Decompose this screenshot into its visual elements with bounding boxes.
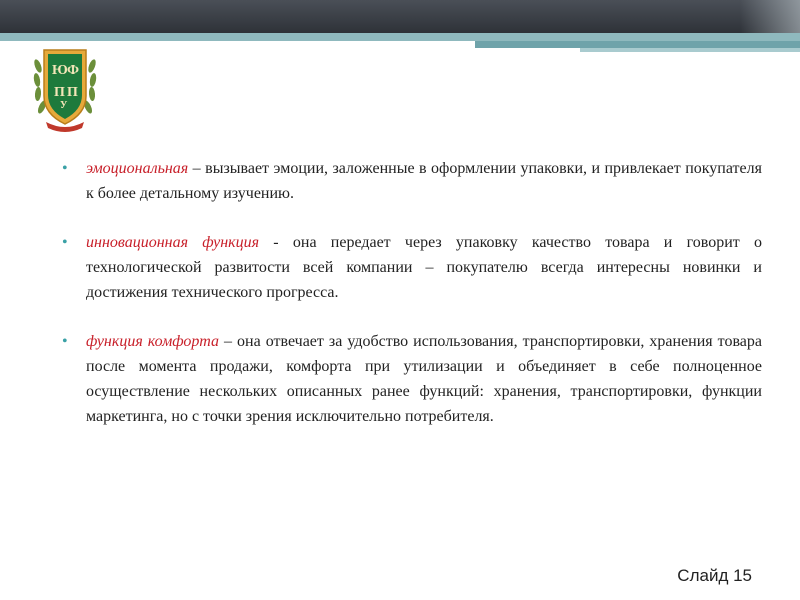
bullet-term: инновационная функция [86,234,260,251]
accent-strip-right-light [580,48,800,52]
accent-strip-right [475,41,800,48]
svg-text:Ф: Ф [67,63,80,78]
bullet-item-emotional [62,156,762,206]
university-logo [32,44,98,134]
slide-number: Слайд 15 [677,566,752,585]
bullet-text: – вызывает эмоции, заложенные в оформлении упаковки, и привлекает покупателя к более детальному изучению. [86,160,762,202]
svg-text:П: П [67,85,78,100]
bullet-item-comfort [62,329,762,429]
slide-content [62,156,762,453]
svg-text:У: У [60,100,68,111]
svg-text:П: П [54,85,65,100]
bullet-text: - она передает через упаковку качество товара и говорит о технологической развитости всей компании – покупателю всегда интересны новинки и достижения технического прогресса. [86,234,762,301]
top-band-highlight [740,0,800,33]
top-band [0,0,800,33]
bullet-item-innovation [62,230,762,305]
bullet-term: эмоциональная [86,160,189,177]
accent-strip [0,33,800,41]
bullet-text: – она отвечает за удобство использования, транспортировки, хранения товара после момента продажи, комфорта при утилизации и объединяет в себе полноценное осуществление нескольких описанных ранее функций: хранения, транспортировки, функции маркетинга, но с точки зрения исключительно потребителя. [86,333,763,425]
bullet-term: функция комфорта [86,333,219,350]
svg-text:Ю: Ю [52,63,68,78]
